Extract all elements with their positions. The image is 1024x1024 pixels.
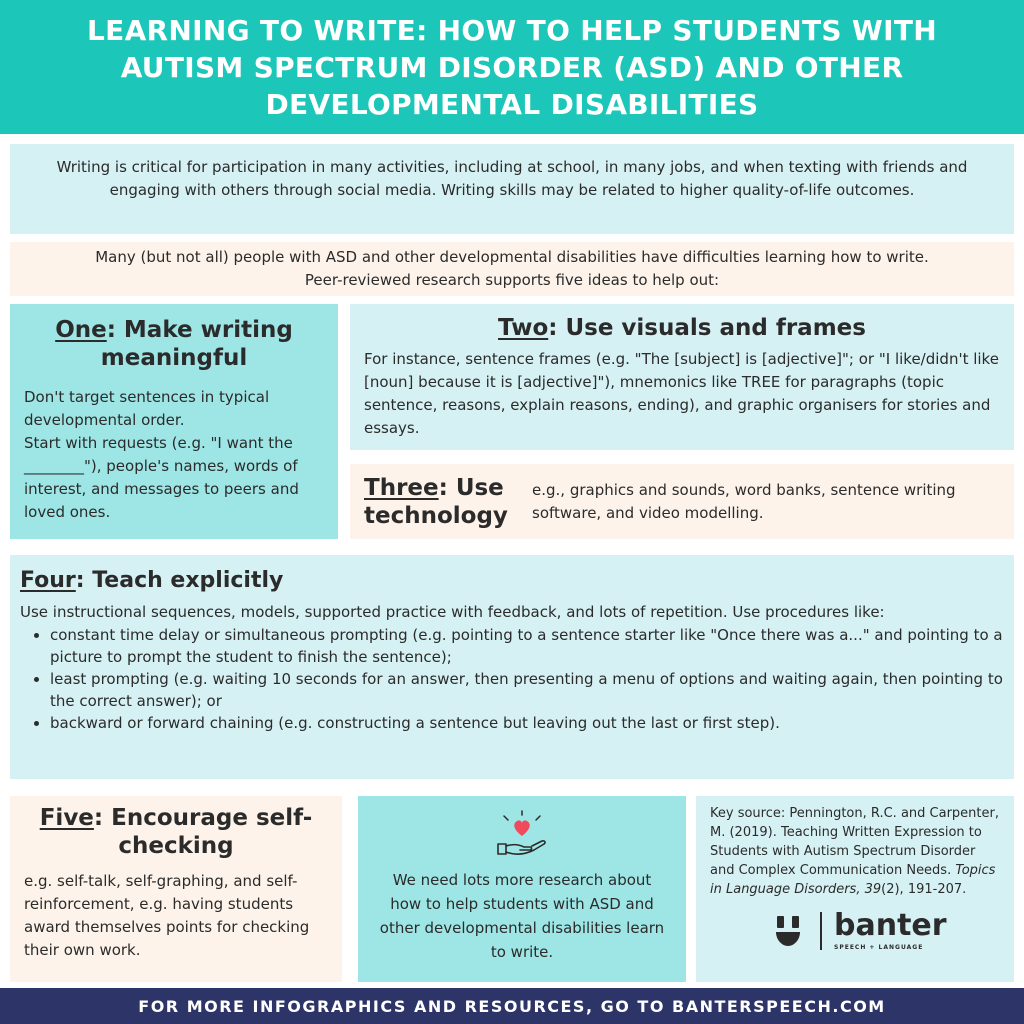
page-header (0, 0, 1024, 134)
idea-four-intro: Use instructional sequences, models, supported practice with feedback, and lots of repetition. Use procedures like: (20, 603, 885, 621)
logo-wordmark (834, 908, 947, 951)
page-footer (0, 988, 1024, 1024)
idea-five-title: : Encourage self-checking (93, 805, 313, 859)
idea-three-number: Three (364, 474, 439, 501)
citation-text: Key source: Pennington, R.C. and Carpenter, M. (2019). Teaching Written Expression to Students with Autism Spectrum Disorder and Complex Communication Needs. (710, 806, 999, 878)
idea-three-title: : Use technology (364, 474, 508, 529)
intro-text: Writing is critical for participation in many activities, including at school, in many jobs, and when texting with friends and engaging with others through social media. Writing skills may be related to higher quality-of-life outcomes. (56, 158, 968, 199)
footer-text: FOR MORE INFOGRAPHICS AND RESOURCES, GO TO BANTERSPEECH.COM (138, 996, 886, 1016)
idea-two-card (350, 304, 1014, 450)
research-callout-text: We need lots more research about how to help students with ASD and other developmental disabilities learn to write. (379, 871, 665, 961)
idea-two-number: Two (498, 315, 549, 341)
page-title: LEARNING TO WRITE: HOW TO HELP STUDENTS WITH AUTISM SPECTRUM DISORDER (ASD) AND OTHER DEVELOPMENTAL DISABILITIES (87, 13, 937, 121)
idea-three-text: e.g., graphics and sounds, word banks, sentence writing software, and video modelling. (532, 480, 956, 522)
idea-one-number: One (55, 317, 107, 343)
idea-three-card (350, 464, 1014, 539)
list-item: • constant time delay or simultaneous prompting (e.g. pointing to a sentence starter like "Once there was a..." and pointing to a picture to prompt the student to finish the sentence); (50, 624, 1004, 668)
idea-three-heading (364, 474, 524, 530)
research-callout-card (358, 796, 686, 982)
logo-divider (820, 912, 822, 950)
idea-four-title: : Teach explicitly (75, 568, 284, 593)
idea-five-number: Five (39, 805, 94, 831)
citation-journal: Topics in Language Disorders, 39 (710, 863, 996, 897)
citation-issue: (2), 191-207. (881, 882, 967, 897)
list-item: • least prompting (e.g. waiting 10 seconds for an answer, then presenting a menu of options and waiting again, then pointing to the correct answer); or (50, 668, 1004, 712)
list-item: • backward or forward chaining (e.g. constructing a sentence but leaving out the last or first step). (50, 712, 1004, 734)
idea-four-heading (20, 567, 1004, 595)
idea-two-title: : Use visuals and frames (548, 315, 866, 341)
intro-difficulty-text: Many (but not all) people with ASD and other developmental disabilities have difficulties learning how to write. (95, 248, 929, 266)
idea-five-text: e.g. self-talk, self-graphing, and self-reinforcement, e.g. having students award themselves points for checking their own work. (24, 872, 310, 959)
idea-five-heading (24, 804, 328, 860)
brand-tagline: SPEECH + LANGUAGE (834, 944, 924, 951)
banter-mark-icon (772, 913, 808, 949)
heart-hand-icon (490, 810, 554, 858)
idea-four-list (20, 624, 1004, 734)
banter-logo (710, 908, 1000, 951)
intro-ideas-text: Peer-reviewed research supports five ideas to help out: (304, 271, 720, 289)
idea-two-text: For instance, sentence frames (e.g. "The [subject] is [adjective]"; or "I like/didn't like [noun] because it is [adjective]"), mnemonics like TREE for paragraphs (topic sentence, reasons, explain reasons, ending), and graphic organisers for stories and essays. (364, 350, 999, 437)
idea-one-card (10, 304, 338, 539)
intro-paragraph (10, 144, 1014, 234)
idea-two-heading (364, 314, 1000, 342)
idea-one-text-1: Don't target sentences in typical developmental order. (24, 388, 270, 429)
idea-one-title: : Make writing meaningful (100, 317, 293, 371)
idea-four-card (10, 555, 1014, 779)
brand-name: banter (834, 908, 947, 943)
intro-research-paragraph (10, 242, 1014, 296)
key-source-card (696, 796, 1014, 982)
idea-four-number: Four (20, 568, 76, 593)
citation (710, 804, 1000, 899)
idea-one-heading (24, 316, 324, 372)
idea-five-card (10, 796, 342, 982)
idea-one-text-2: Start with requests (e.g. "I want the ________"), people's names, words of interest, and messages to peers and loved ones. (24, 434, 299, 521)
